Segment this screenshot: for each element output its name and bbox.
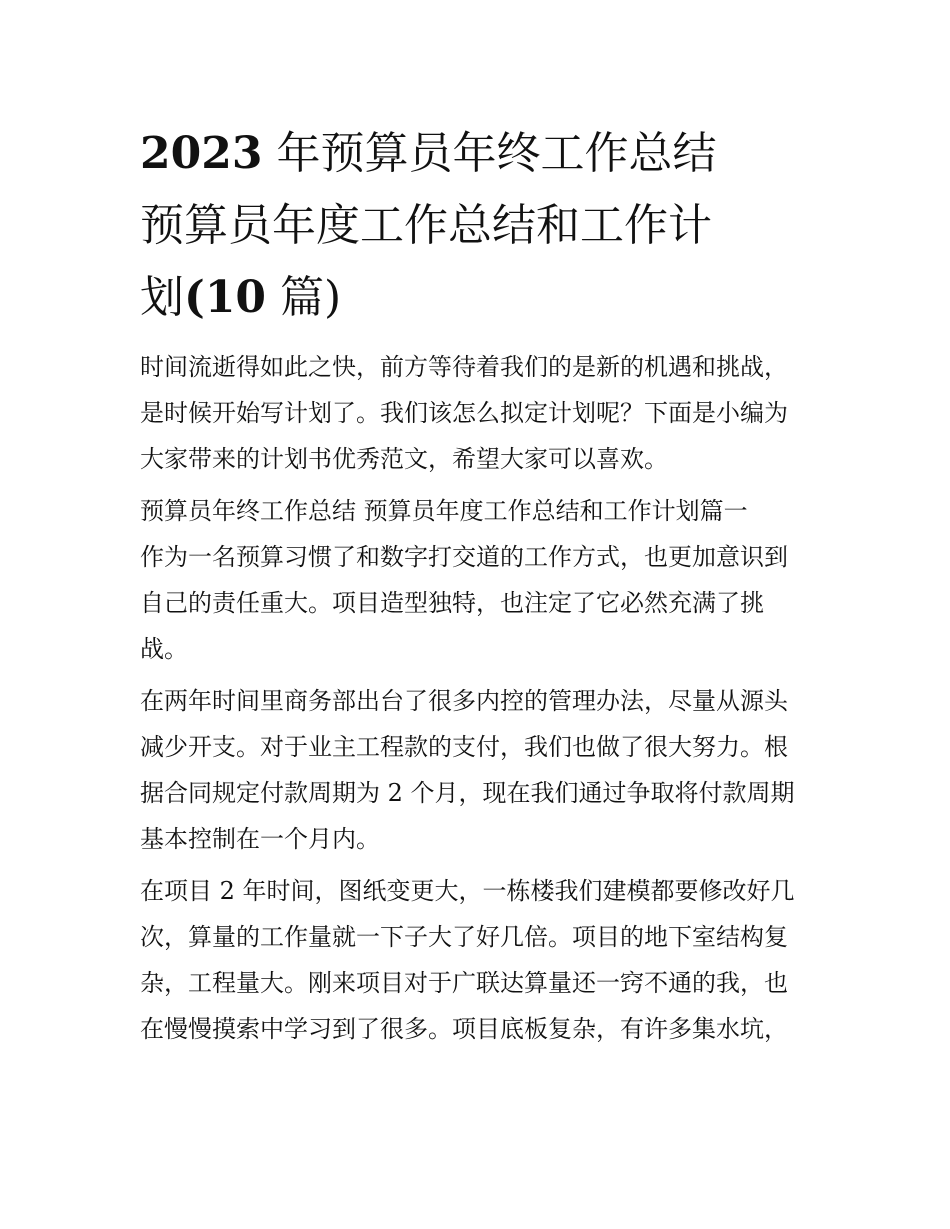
document-body [140,118,820,1052]
paragraph-2 [140,678,820,862]
document-title [140,118,820,334]
paragraph-line: 次，算量的工作量就一下子大了好几倍。项目的地下室结构复 [140,923,788,951]
intro-paragraph [140,344,820,482]
paragraph-line: 减少开支。对于业主工程款的支付，我们也做了很大努力。根 [140,733,788,761]
title-line-3-count: (10 [184,272,267,323]
paragraph-line: 在两年时间里商务部出台了很多内控的管理办法，尽量从源头 [140,687,788,715]
title-line-2: 预算员年度工作总结和工作计 [140,200,712,251]
title-line-3-c: 篇) [280,272,342,323]
paragraph-line: 作为一名预算习惯了和数字打交道的工作方式，也更加意识到 [140,543,788,571]
paragraph-line: 基本控制在一个月内。 [140,825,380,853]
paragraph-line: 战。 [140,635,188,663]
section-heading-text: 预算员年终工作总结 预算员年度工作总结和工作计划篇一 [140,497,748,525]
intro-line: 时间流逝得如此之快，前方等待着我们的是新的机遇和挑战， [140,353,788,381]
title-line-1-text: 年预算员年终工作总结 [276,128,717,179]
paragraph-3 [140,868,820,1052]
title-year: 2023 [140,128,263,179]
paragraph-1 [140,534,820,672]
intro-line: 大家带来的计划书优秀范文，希望大家可以喜欢。 [140,445,668,473]
section-heading [140,488,820,534]
paragraph-line: 在项目 2 年时间，图纸变更大，一栋楼我们建模都要修改好几 [140,877,795,905]
paragraph-line: 自己的责任重大。项目造型独特，也注定了它必然充满了挑 [140,589,764,617]
title-line-3-a: 划 [140,272,184,323]
paragraph-line: 杂，工程量大。刚来项目对于广联达算量还一窍不通的我，也 [140,969,788,997]
intro-line: 是时候开始写计划了。我们该怎么拟定计划呢？下面是小编为 [140,399,788,427]
paragraph-line: 在慢慢摸索中学习到了很多。项目底板复杂，有许多集水坑， [140,1015,788,1043]
paragraph-line: 据合同规定付款周期为 2 个月，现在我们通过争取将付款周期 [140,779,795,807]
title-line-1 [140,118,820,190]
title-line-3 [140,262,820,334]
